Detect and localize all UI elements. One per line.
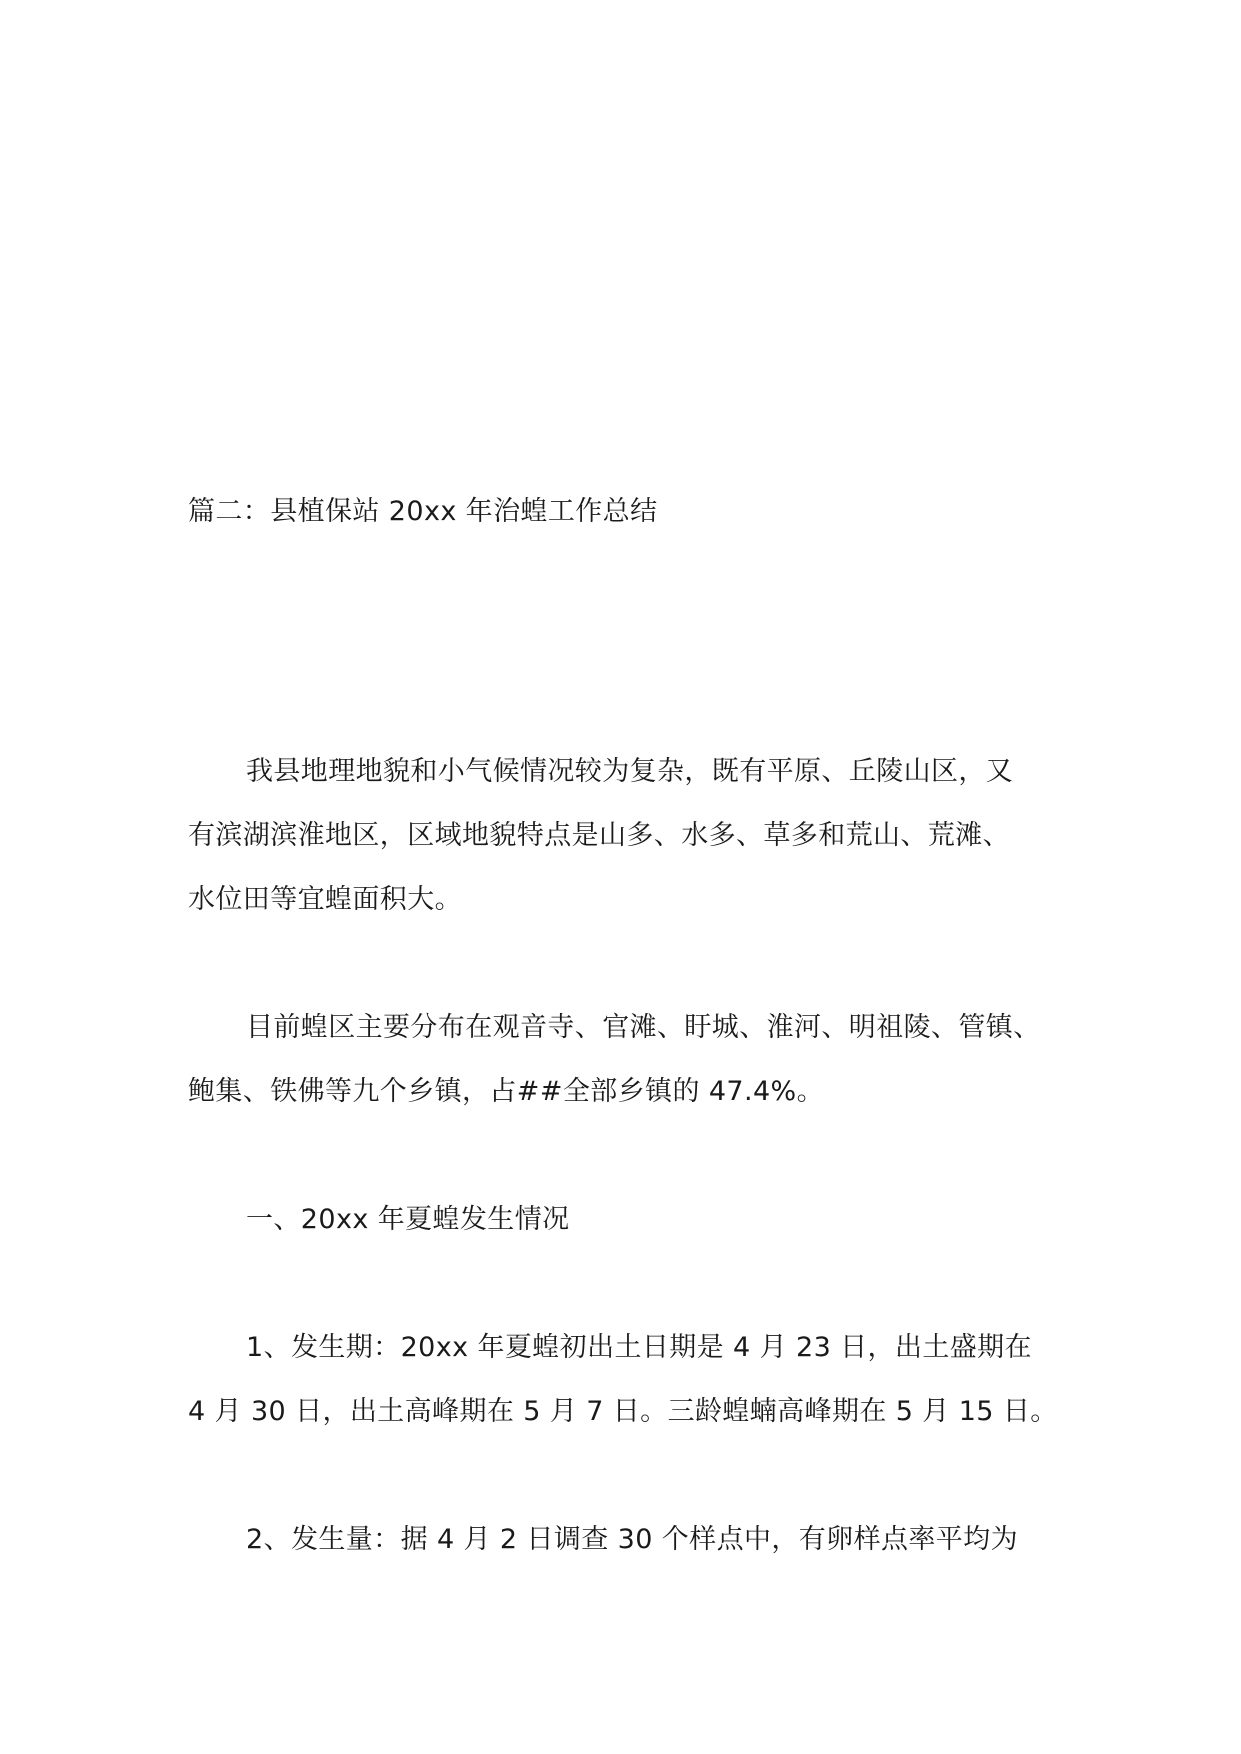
paragraph-2-line-1: 目前蝗区主要分布在观音寺、官滩、盱城、淮河、明祖陵、管镇、 — [246, 1012, 1041, 1043]
paragraph-3-line-2: 4 月 30 日，出土高峰期在 5 月 7 日。三龄蝗蝻高峰期在 5 月 15 日。 — [188, 1396, 1058, 1427]
document-title: 篇二：县植保站 20xx 年治蝗工作总结 — [188, 496, 658, 527]
paragraph-1-line-3: 水位田等宜蝗面积大。 — [188, 884, 462, 915]
paragraph-4-line-1: 2、发生量：据 4 月 2 日调查 30 个样点中，有卵样点率平均为 — [246, 1524, 1018, 1555]
paragraph-2-line-2: 鲍集、铁佛等九个乡镇，占##全部乡镇的 47.4%。 — [188, 1076, 825, 1107]
section-heading-1: 一、20xx 年夏蝗发生情况 — [246, 1204, 570, 1235]
paragraph-1-line-2: 有滨湖滨淮地区，区域地貌特点是山多、水多、草多和荒山、荒滩、 — [188, 820, 1010, 851]
paragraph-1-line-1: 我县地理地貌和小气候情况较为复杂，既有平原、丘陵山区，又 — [246, 756, 1014, 787]
paragraph-3-line-1: 1、发生期：20xx 年夏蝗初出土日期是 4 月 23 日，出土盛期在 — [246, 1332, 1032, 1363]
